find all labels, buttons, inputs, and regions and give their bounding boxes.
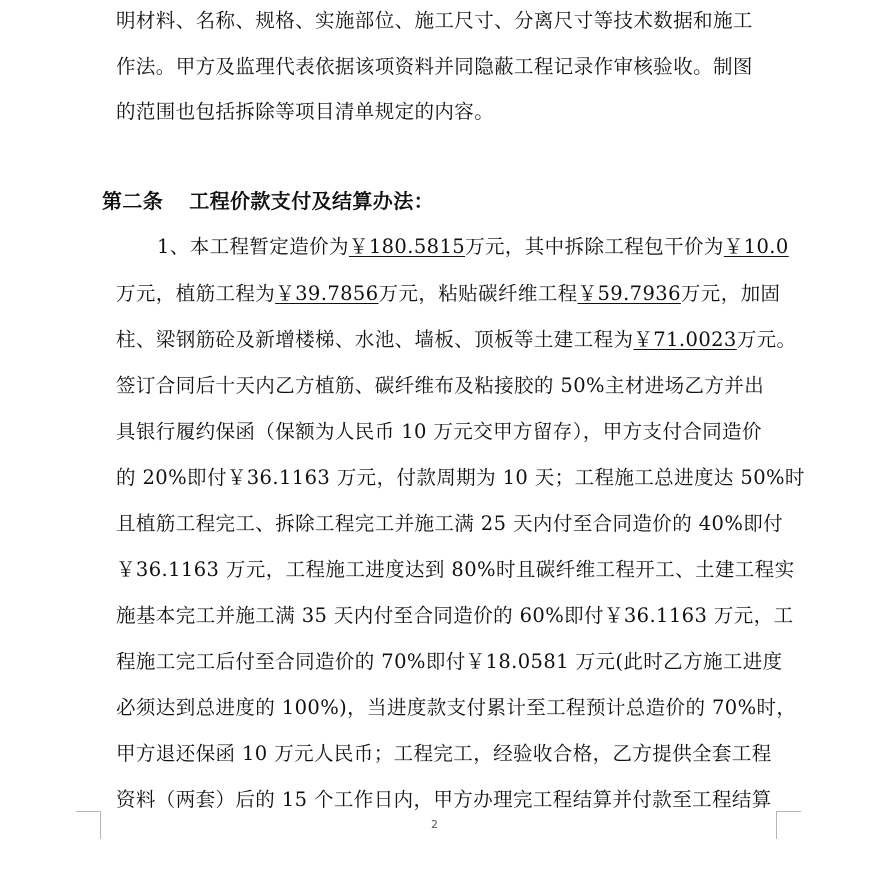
paragraph-line: 且植筋工程完工、拆除工程完工并施工满 25 天内付至合同造价的 40%即付 <box>116 512 784 535</box>
total-price: ￥180.5815 <box>348 235 466 258</box>
paragraph-line: 签订合同后十天内乙方植筋、碳纤维布及粘接胶的 50%主材进场乙方并出 <box>116 374 765 397</box>
paragraph-line: 具银行履约保函（保额为人民币 10 万元交甲方留存），甲方支付合同造价 <box>116 420 762 443</box>
demolition-price: ￥10.0 <box>723 235 789 258</box>
crop-mark-left-vertical <box>100 811 101 839</box>
paragraph-line: 柱、梁钢筋砼及新增楼梯、水池、墙板、顶板等土建工程为￥71.0023万元。 <box>116 328 797 351</box>
civil-works-price: ￥71.0023 <box>633 328 737 351</box>
crop-mark-left-horizontal <box>76 811 101 812</box>
paragraph-line: 甲方退还保函 10 万元人民币；工程完工，经验收合格，乙方提供全套工程 <box>116 742 772 765</box>
paragraph-line: 明材料、名称、规格、实施部位、施工尺寸、分离尺寸等技术数据和施工 <box>116 9 753 32</box>
paragraph-line: 作法。甲方及监理代表依据该项资料并同隐蔽工程记录作审核验收。制图 <box>116 55 753 78</box>
article-heading <box>102 188 434 214</box>
carbon-fiber-price: ￥59.7936 <box>577 282 681 305</box>
crop-mark-right-vertical <box>776 811 777 839</box>
paragraph-line: 资料（两套）后的 15 个工作日内，甲方办理完工程结算并付款至工程结算 <box>116 788 772 811</box>
article-number: 第二条 <box>102 189 164 213</box>
paragraph-line: ￥36.1163 万元，工程施工进度达到 80%时且碳纤维工程开工、土建工程实 <box>116 558 795 581</box>
paragraph-line: 程施工完工后付至合同造价的 70%即付￥18.0581 万元(此时乙方施工进度 <box>116 650 783 673</box>
paragraph-line: 的范围也包括拆除等项目清单规定的内容。 <box>116 100 495 123</box>
article-title: 工程价款支付及结算办法： <box>189 189 435 213</box>
paragraph-line: 施基本完工并施工满 35 天内付至合同造价的 60%即付￥36.1163 万元，工 <box>116 604 794 627</box>
page-number: 2 <box>431 818 438 831</box>
paragraph-line: 1、本工程暂定造价为￥180.5815万元，其中拆除工程包干价为￥10.0 <box>157 235 789 258</box>
rebar-price: ￥39.7856 <box>275 282 379 305</box>
crop-mark-right-horizontal <box>776 811 801 812</box>
paragraph-line: 万元，植筋工程为￥39.7856万元，粘贴碳纤维工程￥59.7936万元，加固 <box>116 282 781 305</box>
paragraph-line: 的 20%即付￥36.1163 万元，付款周期为 10 天；工程施工总进度达 50%时 <box>116 466 805 489</box>
paragraph-line: 必须达到总进度的 100%)，当进度款支付累计至工程预计总造价的 70%时， <box>116 696 797 719</box>
